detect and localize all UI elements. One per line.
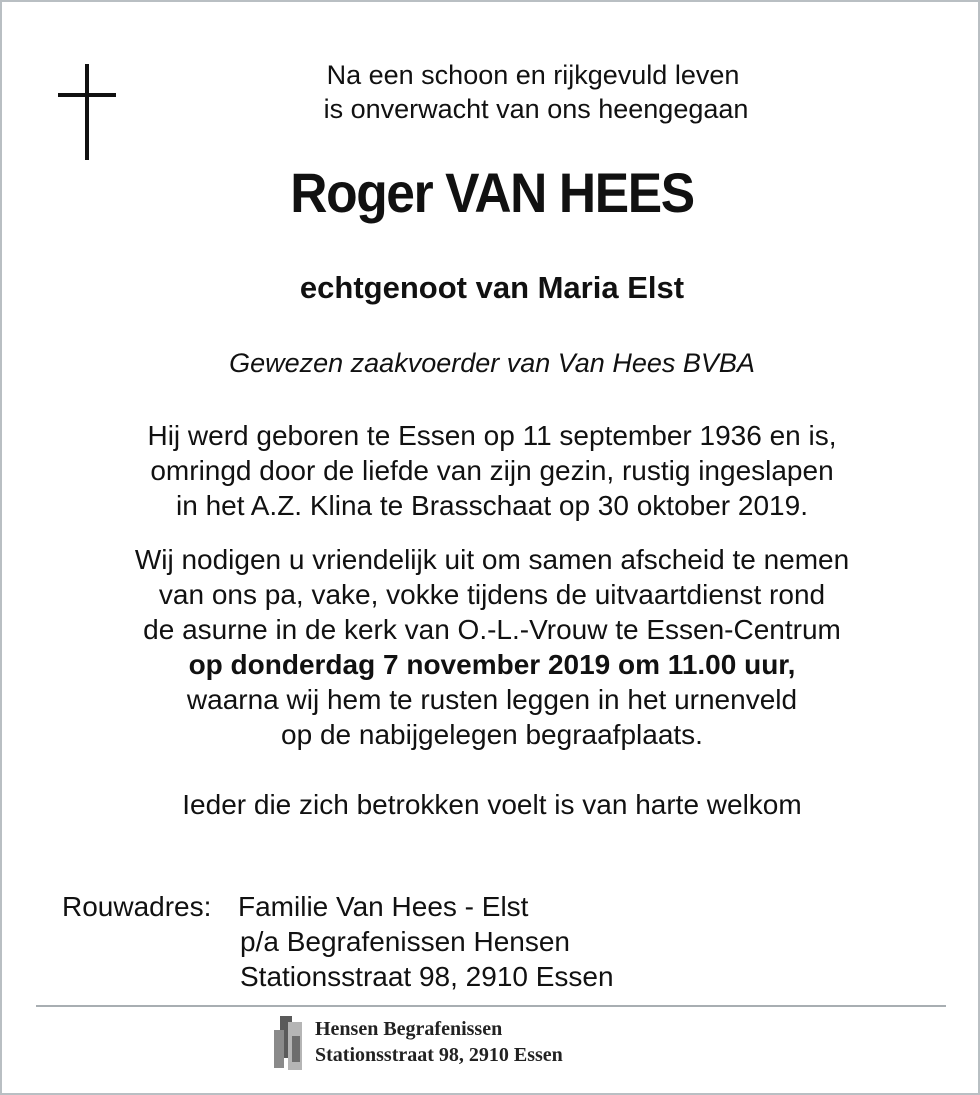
paragraph-line: in het A.Z. Klina te Brasschaat op 30 oktober 2019. bbox=[176, 490, 808, 521]
undertaker-info bbox=[315, 1016, 563, 1068]
address-label: Rouwadres: bbox=[62, 891, 212, 922]
intro-text bbox=[2, 58, 980, 126]
paragraph-line: omringd door de liefde van zijn gezin, rustig ingeslapen bbox=[150, 455, 834, 486]
paragraph-line: de asurne in de kerk van O.-L.-Vrouw te Essen-Centrum bbox=[143, 614, 841, 645]
undertaker-address: Stationsstraat 98, 2910 Essen bbox=[315, 1044, 563, 1066]
paragraph-line: van ons pa, vake, vokke tijdens de uitvaartdienst rond bbox=[158, 579, 826, 610]
paragraph-line: waarna wij hem te rusten leggen in het urnenveld bbox=[186, 684, 798, 715]
welcome-line: Ieder die zich betrokken voelt is van harte welkom bbox=[182, 789, 802, 820]
divider bbox=[36, 1005, 946, 1007]
undertaker-name: Hensen Begrafenissen bbox=[315, 1018, 503, 1040]
occupation-line: Gewezen zaakvoerder van Van Hees BVBA bbox=[229, 348, 755, 378]
intro-line-1: Na een schoon en rijkgevuld leven bbox=[326, 60, 740, 90]
address-line: p/a Begrafenissen Hensen bbox=[240, 926, 570, 957]
ceremony-date: op donderdag 7 november 2019 om 11.00 uur, bbox=[188, 649, 796, 680]
deceased-name: Roger VAN HEES bbox=[290, 161, 694, 224]
spouse-line: echtgenoot van Maria Elst bbox=[299, 270, 685, 305]
intro-line-2: is onverwacht van ons heengegaan bbox=[323, 94, 749, 124]
mourning-address bbox=[62, 889, 614, 994]
paragraph-line: op de nabijgelegen begraafplaats. bbox=[281, 719, 703, 750]
paragraph-line: Wij nodigen u vriendelijk uit om samen afscheid te nemen bbox=[134, 544, 850, 575]
address-line: Familie Van Hees - Elst bbox=[238, 891, 529, 922]
birth-death-paragraph bbox=[2, 418, 980, 523]
undertaker-logo bbox=[274, 1016, 304, 1070]
address-line: Stationsstraat 98, 2910 Essen bbox=[240, 961, 614, 992]
invitation-paragraph bbox=[2, 542, 980, 752]
paragraph-line: Hij werd geboren te Essen op 11 september 1936 en is, bbox=[147, 420, 837, 451]
